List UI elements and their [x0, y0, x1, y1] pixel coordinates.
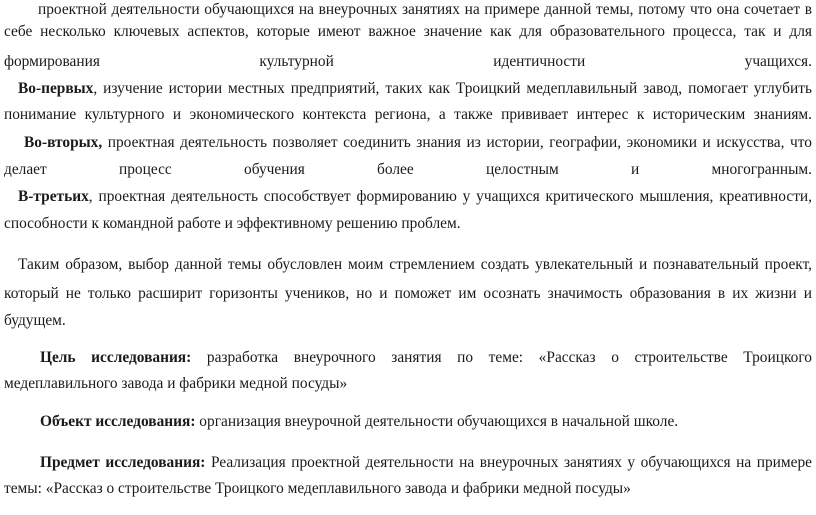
line-text: , проектная деятельность способствует формированию у учащихся критического мышления, креативности, [88, 188, 812, 205]
bold-label: Во-первых [18, 80, 94, 97]
line-text: понимание культурного и экономического контекста региона, а также прививает интерес к историческим знаниям. [4, 106, 812, 123]
line-text: организация внеурочной деятельности обучающихся в начальной школе. [195, 413, 679, 430]
line-text: формирования культурной идентичности учащихся. [4, 53, 812, 70]
paragraph-line [4, 133, 812, 153]
line-text: медеплавильного завода и фабрики медной посуды» [4, 375, 348, 392]
bold-label: Во-вторых, [24, 134, 103, 151]
line-text: Таким образом, выбор данной темы обусловлен моим стремлением создать увлекательный и познавательный проект, [18, 256, 812, 273]
line-text: себе несколько ключевых аспектов, которые имеют важное значение как для образовательного процесса, так и для [4, 23, 812, 40]
paragraph-line [4, 105, 812, 125]
paragraph-line [4, 79, 812, 99]
paragraph-line [4, 187, 812, 207]
paragraph-line [4, 160, 812, 180]
paragraph-line [4, 284, 812, 304]
line-text: разработка внеурочного занятия по теме: «Рассказ о строительстве Троицкого [191, 349, 812, 366]
line-text: , изучение истории местных предприятий, таких как Троицкий медеплавильный завод, помогает углубить [93, 80, 812, 97]
line-text: Реализация проектной деятельности на внеурочных занятиях у обучающихся на примере [205, 454, 812, 471]
paragraph-line [4, 374, 812, 394]
paragraph-line [4, 255, 812, 275]
paragraph-line [4, 348, 812, 368]
bold-label: Предмет исследования: [40, 454, 206, 471]
paragraph-line [4, 0, 812, 20]
bold-label: Цель исследования: [40, 349, 192, 366]
line-text: который не только расширит горизонты учеников, но и поможет им осознать значимость образования в их жизни и [4, 285, 812, 302]
paragraph-line [4, 479, 812, 499]
line-text: способности к командной работе и эффективному решению проблем. [4, 215, 461, 232]
bold-label: Объект исследования: [40, 413, 196, 430]
paragraph-line [4, 214, 812, 234]
paragraph-line [4, 311, 812, 331]
line-text: темы: «Рассказ о строительстве Троицкого медеплавильного завода и фабрики медной посуды» [4, 480, 631, 497]
line-text: делает процесс обучения более целостным и многогранным. [4, 161, 812, 178]
paragraph-line [4, 453, 812, 473]
paragraph-line [4, 52, 812, 72]
paragraph-line [4, 22, 812, 42]
bold-label: В-третьих [18, 188, 89, 205]
line-text: проектной деятельности обучающихся на внеурочных занятиях на примере данной темы, потому что она сочетает в [38, 1, 812, 18]
paragraph-line [4, 412, 812, 432]
line-text: будущем. [4, 312, 66, 329]
line-text: проектная деятельность позволяет соединить знания из истории, географии, экономики и искусства, что [102, 134, 812, 151]
